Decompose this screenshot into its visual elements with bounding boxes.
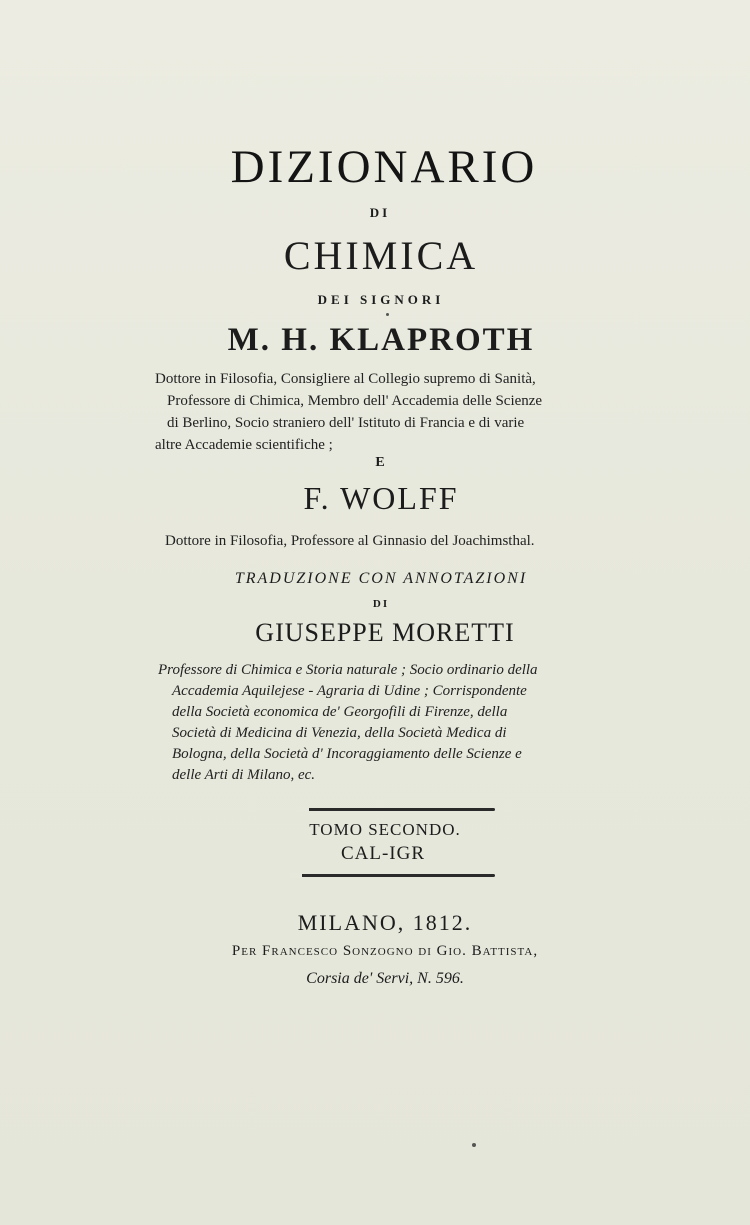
translator-desc-line: della Società economica de' Georgofili di Firenze, della: [172, 704, 508, 720]
translator-desc-line: Professore di Chimica e Storia naturale ; Socio ordinario della: [158, 662, 538, 678]
volume-range: CAL-IGR: [340, 843, 426, 864]
author-1-desc-line: Professore di Chimica, Membro dell' Accademia delle Scienze: [167, 393, 543, 409]
title-di: DI: [369, 205, 391, 220]
translator-desc-line: delle Arti di Milano, ec.: [172, 767, 316, 783]
ornamental-rule-bottom: [290, 874, 495, 877]
imprint-publisher: Per Francesco Sonzogno di Gio. Battista,: [231, 943, 539, 959]
ornamental-rule-top: [297, 808, 495, 811]
authors-conjunction: E: [375, 455, 385, 470]
translation-di: DI: [372, 598, 390, 610]
ink-speck: [472, 1143, 476, 1147]
imprint-address: Corsia de' Servi, N. 596.: [306, 970, 464, 987]
author-2-name: F. WOLFF: [303, 480, 459, 516]
author-1-desc-line: Dottore in Filosofia, Consigliere al Collegio supremo di Sanità,: [155, 371, 536, 387]
translator-desc-line: Accademia Aquilejese - Agraria di Udine ; Corrispondente: [172, 683, 527, 699]
title-line-1: DIZIONARIO: [230, 141, 538, 193]
author-2-description: Dottore in Filosofia, Professore al Ginnasio del Joachimsthal.: [165, 533, 535, 549]
volume-tomo: TOMO SECONDO.: [309, 820, 461, 839]
translator-desc-line: Società di Medicina di Venezia, della Società Medica di: [172, 725, 507, 741]
translation-heading: TRADUZIONE CON ANNOTAZIONI: [234, 570, 528, 587]
imprint-city-year: MILANO, 1812.: [297, 910, 473, 935]
author-1-desc-line: di Berlino, Socio straniero dell' Istituto di Francia e di varie: [167, 415, 525, 431]
title-line-2: CHIMICA: [283, 233, 479, 278]
translator-description: [158, 660, 658, 786]
author-1-name: M. H. KLAPROTH: [227, 322, 535, 358]
author-1-description: [155, 368, 635, 456]
translator-name: GIUSEPPE MORETTI: [255, 618, 515, 647]
ink-speck: [386, 313, 389, 316]
authors-intro: DEI SIGNORI: [317, 292, 445, 307]
author-1-desc-line: altre Accademie scientifiche ;: [155, 437, 333, 453]
translator-desc-line: Bologna, della Società d' Incoraggiamento delle Scienze e: [172, 746, 522, 762]
